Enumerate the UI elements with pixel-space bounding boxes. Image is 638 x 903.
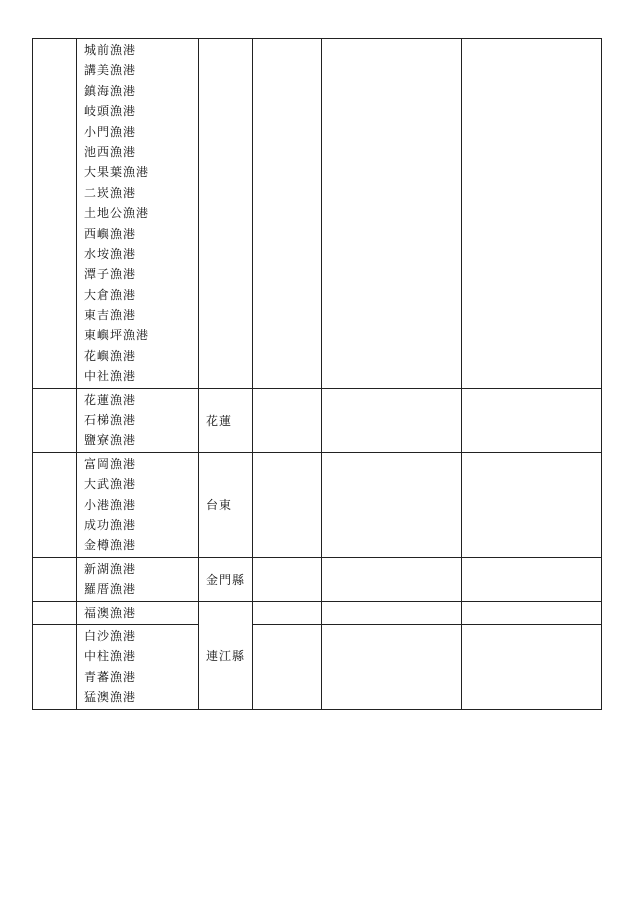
harbor-name: 金樽漁港 (84, 538, 137, 553)
harbor-name: 東嶼坪漁港 (84, 328, 150, 343)
blank-cell (462, 601, 602, 624)
harbor-list-cell (77, 388, 199, 452)
county-cell: 花蓮 (199, 388, 253, 452)
harbor-list-cell (77, 601, 199, 624)
harbor-name: 中社漁港 (84, 369, 137, 384)
blank-cell (322, 388, 462, 452)
blank-cell (253, 601, 322, 624)
table-row (33, 557, 602, 601)
harbor-name: 花嶼漁港 (84, 348, 137, 363)
harbor-name: 水垵漁港 (84, 246, 137, 261)
blank-cell (253, 624, 322, 709)
harbor-name: 小門漁港 (84, 124, 137, 139)
blank-cell (253, 452, 322, 557)
harbor-name: 成功漁港 (84, 517, 137, 532)
harbor-name: 潭子漁港 (84, 267, 137, 282)
blank-cell (462, 388, 602, 452)
blank-cell (253, 388, 322, 452)
blank-cell (462, 39, 602, 389)
harbor-table (32, 38, 602, 710)
blank-cell (462, 624, 602, 709)
index-cell (33, 388, 77, 452)
harbor-name: 新湖漁港 (84, 561, 137, 576)
table-row (33, 452, 602, 557)
harbor-name: 大倉漁港 (84, 287, 137, 302)
table-row (33, 601, 602, 624)
index-cell (33, 452, 77, 557)
blank-cell (322, 601, 462, 624)
harbor-name: 鎮海漁港 (84, 83, 137, 98)
index-cell (33, 39, 77, 389)
blank-cell (462, 452, 602, 557)
blank-cell (322, 39, 462, 389)
county-cell: 台東 (199, 452, 253, 557)
harbor-list-cell (77, 557, 199, 601)
harbor-name: 池西漁港 (84, 144, 137, 159)
harbor-name: 岐頭漁港 (84, 104, 137, 119)
harbor-list-cell (77, 452, 199, 557)
harbor-name: 花蓮漁港 (84, 392, 137, 407)
harbor-name: 福澳漁港 (84, 605, 137, 620)
blank-cell (322, 624, 462, 709)
harbor-name: 鹽寮漁港 (84, 433, 137, 448)
harbor-name: 羅厝漁港 (84, 582, 137, 597)
blank-cell (253, 39, 322, 389)
harbor-name: 城前漁港 (84, 43, 137, 57)
county-cell (199, 39, 253, 389)
county-cell: 金門縣 (199, 557, 253, 601)
blank-cell (322, 557, 462, 601)
blank-cell (322, 452, 462, 557)
harbor-name: 西嶼漁港 (84, 226, 137, 241)
harbor-name: 大武漁港 (84, 477, 137, 492)
index-cell (33, 624, 77, 709)
harbor-name: 白沙漁港 (84, 628, 137, 643)
table-row (33, 624, 602, 709)
harbor-name: 中柱漁港 (84, 649, 137, 664)
harbor-name: 猛澳漁港 (84, 690, 137, 705)
index-cell (33, 557, 77, 601)
harbor-name: 小港漁港 (84, 497, 137, 512)
county-cell: 連江縣 (199, 601, 253, 709)
harbor-name: 青蕃漁港 (84, 669, 137, 684)
harbor-name: 二崁漁港 (84, 185, 137, 200)
blank-cell (253, 557, 322, 601)
harbor-name: 講美漁港 (84, 63, 137, 78)
harbor-name: 東吉漁港 (84, 308, 137, 323)
harbor-name: 大果葉漁港 (84, 165, 150, 180)
harbor-list-cell (77, 624, 199, 709)
harbor-name: 土地公漁港 (84, 206, 150, 221)
harbor-list-cell (77, 39, 199, 389)
harbor-name: 富岡漁港 (84, 456, 137, 471)
table-row (33, 388, 602, 452)
blank-cell (462, 557, 602, 601)
table-row (33, 39, 602, 389)
harbor-name: 石梯漁港 (84, 413, 137, 428)
index-cell (33, 601, 77, 624)
